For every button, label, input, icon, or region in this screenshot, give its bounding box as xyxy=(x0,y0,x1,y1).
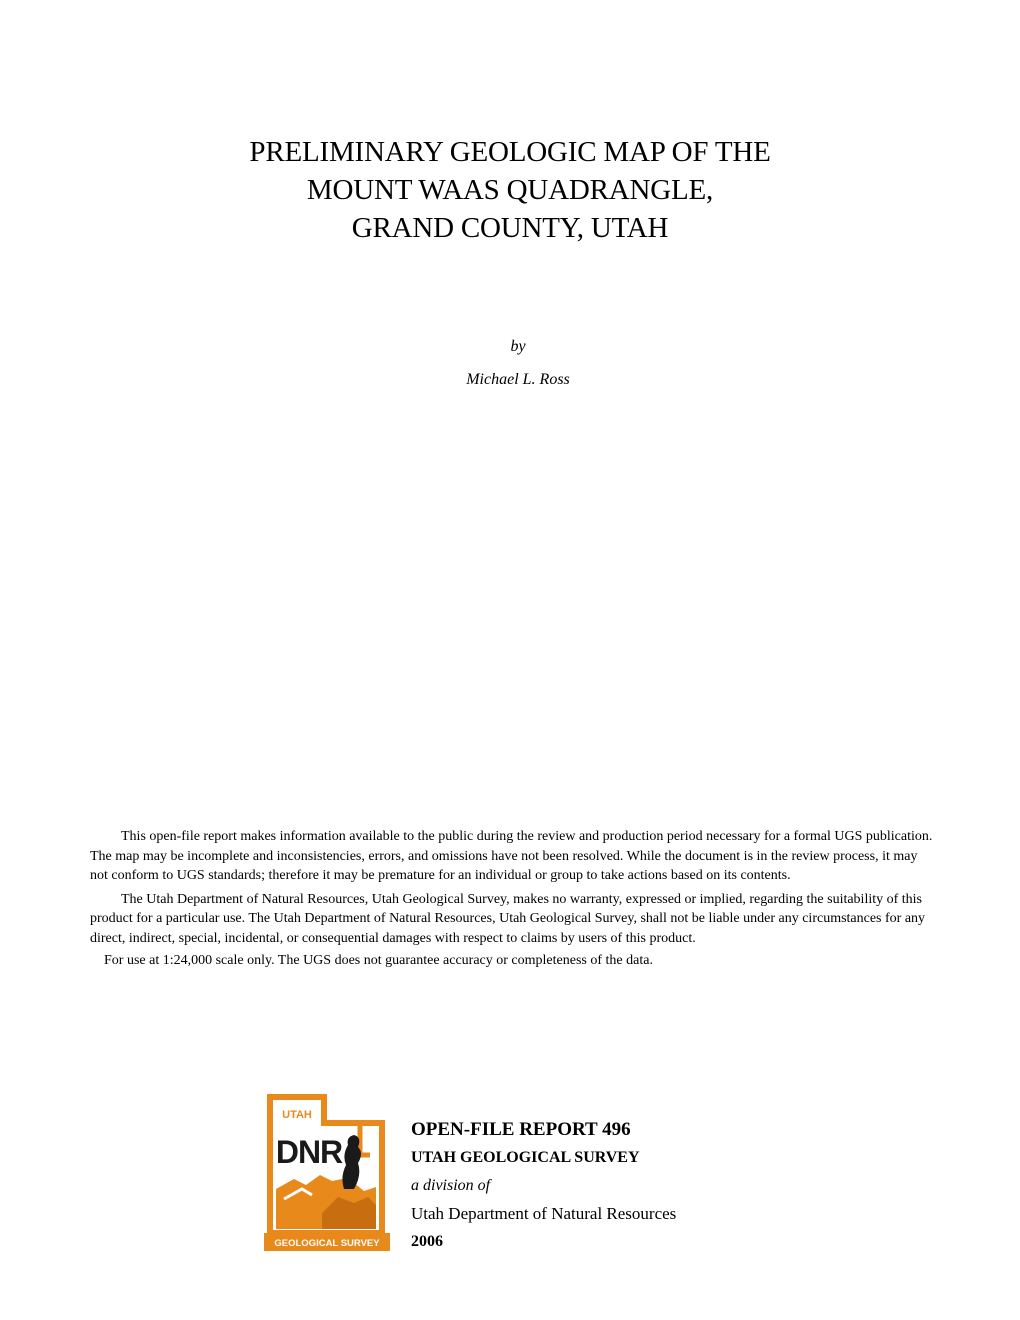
report-department: Utah Department of Natural Resources xyxy=(411,1204,677,1223)
disclaimer-paragraph-review: This open-file report makes information available to the public during the review and production period necessary for a formal UGS publication. The map may be incomplete and inconsistencies, errors, and omissions have not been resolved. While the document is in the review process, it may not conform to UGS standards; therefore it may be premature for an individual or group to take actions based on its contents. xyxy=(90,829,933,883)
report-agency: UTAH GEOLOGICAL SURVEY xyxy=(411,1149,640,1166)
disclaimer-paragraph-warranty: The Utah Department of Natural Resources, Utah Geological Survey, makes no warranty, expressed or implied, regarding the suitability of this product for a particular use. The Utah Department of Natural Resources, Utah Geological Survey, shall not be liable under any circumstances for any direct, indirect, special, incidental, or consequential damages with respect to claims by users of this product. xyxy=(90,891,926,946)
report-info xyxy=(411,1117,811,1256)
disclaimer xyxy=(90,827,936,971)
logo-top-text: UTAH xyxy=(282,1109,312,1121)
utah-dnr-logo-icon xyxy=(262,1093,392,1255)
page-title xyxy=(0,133,1020,247)
report-division: a division of xyxy=(411,1177,491,1194)
report-year: 2006 xyxy=(411,1233,443,1250)
title-line-3: GRAND COUNTY, UTAH xyxy=(351,212,669,244)
title-line-2: MOUNT WAAS QUADRANGLE, xyxy=(306,174,714,206)
by-label: by xyxy=(510,338,526,355)
logo-main-text: DNR xyxy=(275,1134,343,1170)
title-line-1: PRELIMINARY GEOLOGIC MAP OF THE xyxy=(249,136,771,168)
logo-bottom-text: GEOLOGICAL SURVEY xyxy=(274,1238,380,1249)
disclaimer-paragraph-scale: For use at 1:24,000 scale only. The UGS does not guarantee accuracy or completeness of the data. xyxy=(104,953,653,968)
report-number: OPEN-FILE REPORT 496 xyxy=(411,1119,631,1140)
author-name: Michael L. Ross xyxy=(466,371,570,388)
utah-dnr-logo xyxy=(262,1093,392,1255)
